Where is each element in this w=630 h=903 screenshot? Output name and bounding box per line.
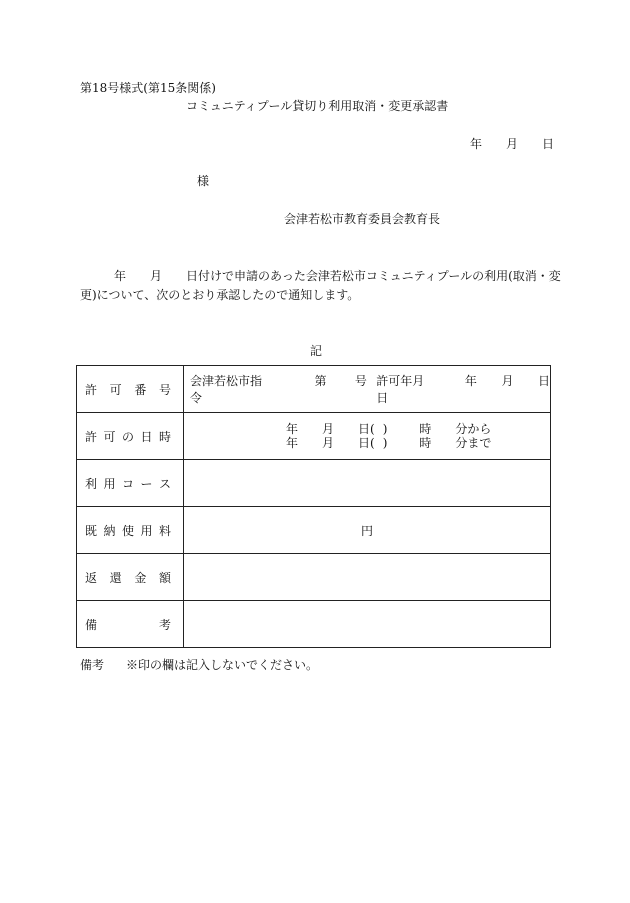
document-title: コミュニティプール貸切り利用取消・変更承認書: [186, 99, 449, 113]
label-char: 許: [85, 382, 98, 397]
value-permit-datetime[interactable]: [184, 413, 551, 460]
body-year: 年: [114, 269, 127, 283]
permit-go: 号: [354, 374, 367, 388]
label-char: 額: [158, 570, 171, 585]
fee-unit: 円: [360, 523, 373, 538]
from-month: 月: [322, 422, 335, 436]
label-char: 返: [85, 570, 98, 585]
label-paid-fee: [77, 507, 184, 554]
label-permit-datetime: [77, 413, 184, 460]
table-row-paid-fee: [77, 507, 551, 554]
label-char: 納: [103, 523, 116, 538]
label-char: ス: [158, 476, 171, 491]
form-number: 第18号様式(第15条関係): [80, 81, 216, 95]
issue-date-year: 年: [470, 137, 483, 151]
issue-date-month: 月: [506, 137, 519, 151]
label-usage-course: [77, 460, 184, 507]
ki-heading: 記: [310, 344, 323, 358]
from-day: 日(: [358, 422, 375, 436]
label-char: 料: [158, 523, 171, 538]
label-char: 時: [158, 429, 171, 444]
body-month: 月: [150, 269, 163, 283]
label-char: 号: [158, 382, 171, 397]
label-char: 還: [109, 570, 122, 585]
from-hour: 時: [419, 422, 432, 436]
table-row-usage-course: [77, 460, 551, 507]
body-line1-text: 日付けで申請のあった会津若松市コミュニティプールの利用(取消・変: [186, 269, 561, 283]
permit-prefix: 会津若松市指令: [190, 374, 263, 405]
datetime-to: [286, 436, 550, 450]
value-paid-fee[interactable]: [184, 507, 551, 554]
label-char: 可: [109, 382, 122, 397]
table-row-refund-amount: [77, 554, 551, 601]
label-permit-number: [77, 366, 184, 413]
permit-date-label: 許可年月日: [376, 374, 425, 405]
label-char: 番: [134, 382, 147, 397]
label-char: 利: [85, 476, 98, 491]
to-month: 月: [322, 436, 335, 450]
label-char: 使: [121, 523, 134, 538]
from-year: 年: [286, 422, 299, 436]
label-char: 許: [85, 429, 98, 444]
value-refund-amount[interactable]: [184, 554, 551, 601]
label-char: 可: [103, 429, 116, 444]
label-char: コ: [121, 476, 134, 491]
value-remarks[interactable]: [184, 601, 551, 648]
to-hour: 時: [419, 436, 432, 450]
label-char: 備: [85, 617, 98, 632]
datetime-from: [286, 422, 550, 436]
to-minute: 分まで: [455, 436, 492, 450]
value-usage-course[interactable]: [184, 460, 551, 507]
body-line-2: 更)について、次のとおり承認したので通知します。: [80, 288, 360, 302]
table-row-permit-number: [77, 366, 551, 413]
permit-year: 年: [464, 374, 477, 388]
permit-month: 月: [501, 374, 514, 388]
label-char: 用: [140, 523, 153, 538]
value-permit-number[interactable]: [184, 366, 551, 413]
label-char: 既: [85, 523, 98, 538]
to-day: 日(: [358, 436, 375, 450]
body-text: [80, 267, 561, 305]
from-paren-close: ): [382, 422, 388, 436]
approval-table: [76, 365, 551, 648]
issue-date-day: 日: [542, 137, 555, 151]
issuer-name: 会津若松市教育委員会教育長: [284, 212, 441, 226]
label-char: 考: [158, 617, 171, 632]
label-char: 日: [140, 429, 153, 444]
recipient-honorific: 様: [197, 174, 210, 188]
issue-date: [470, 137, 554, 151]
label-char: ー: [140, 476, 153, 491]
permit-day: 日: [537, 374, 550, 388]
body-line-1: [80, 267, 561, 286]
footnote: [80, 658, 318, 672]
label-char: 用: [103, 476, 116, 491]
to-paren-close: ): [382, 436, 388, 450]
to-year: 年: [286, 436, 299, 450]
table-row-remarks: [77, 601, 551, 648]
permit-dai: 第: [314, 374, 327, 388]
label-char: の: [121, 429, 134, 444]
label-char: 金: [134, 570, 147, 585]
label-remarks: [77, 601, 184, 648]
table-row-permit-datetime: [77, 413, 551, 460]
footnote-label: 備考: [80, 658, 105, 672]
label-refund-amount: [77, 554, 184, 601]
footnote-text: ※印の欄は記入しないでください。: [126, 658, 319, 672]
from-minute: 分から: [455, 422, 492, 436]
